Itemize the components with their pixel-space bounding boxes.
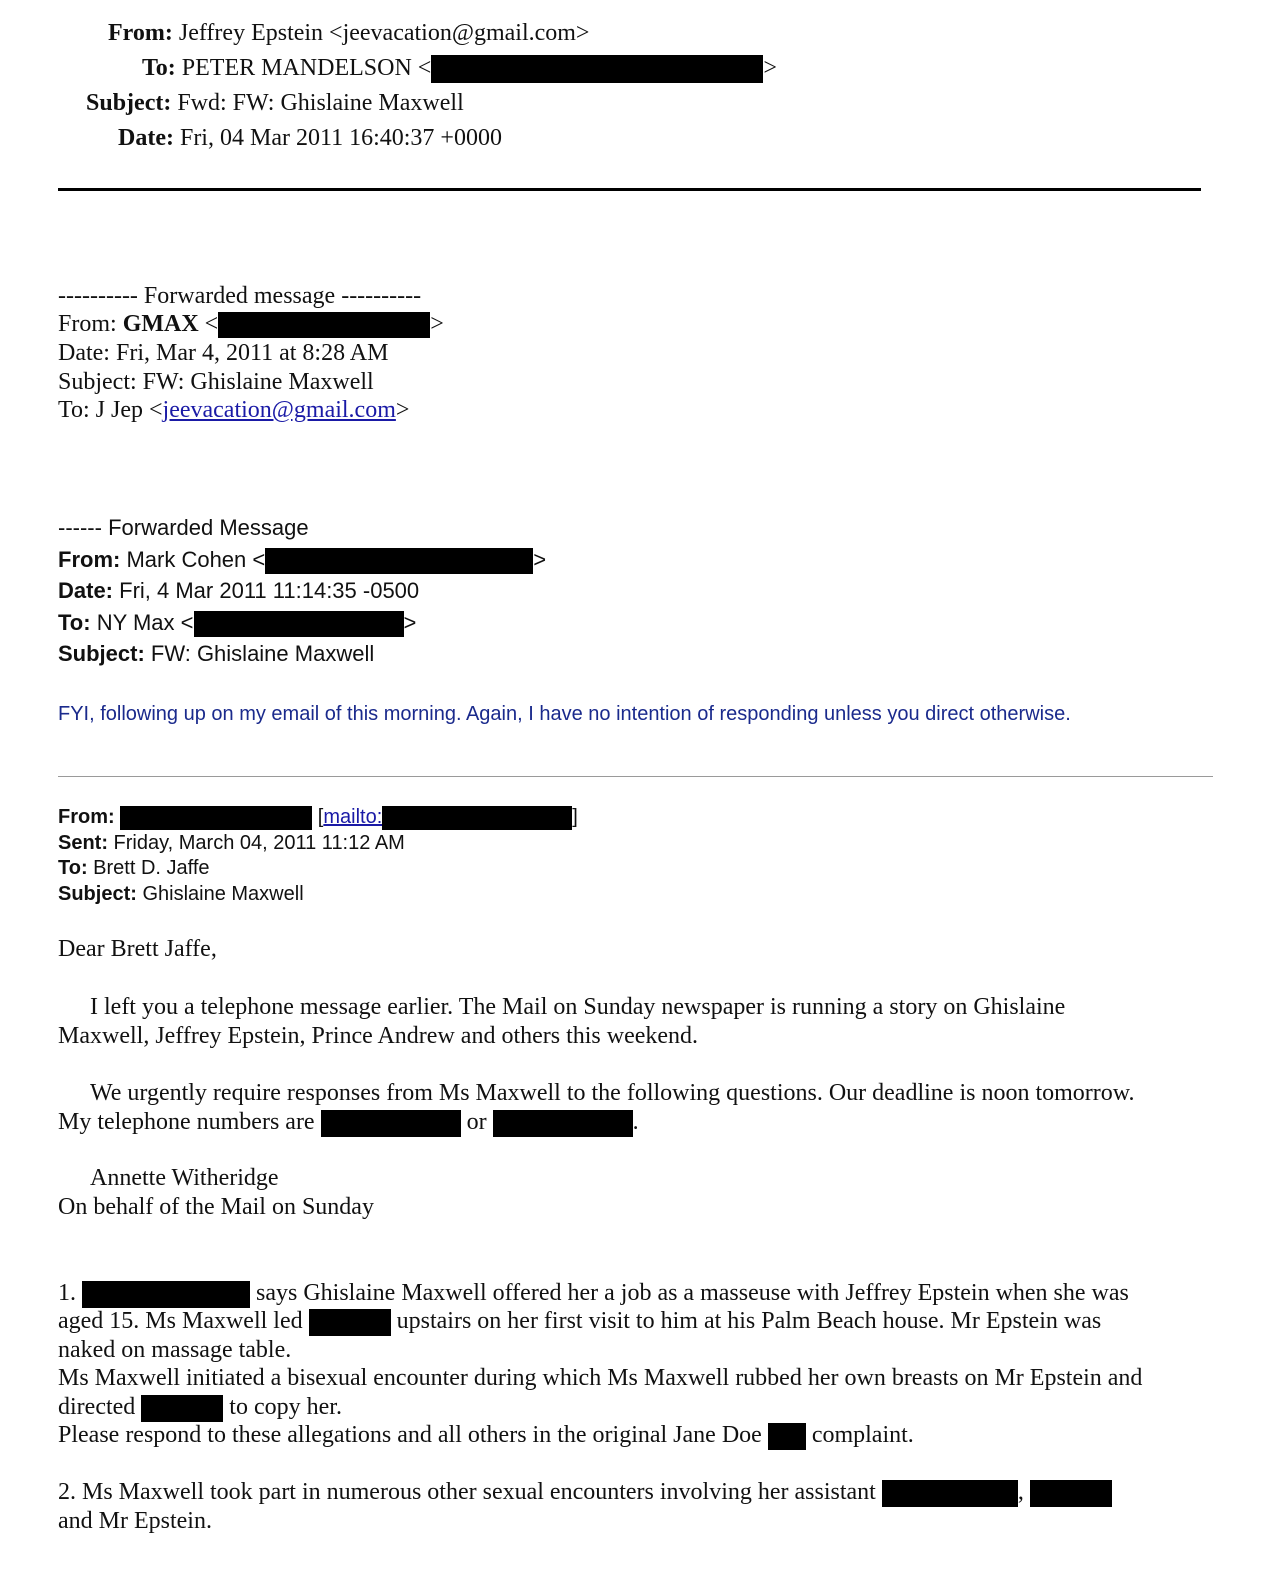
fwd2-from-label: From: bbox=[58, 547, 121, 572]
orig-subject-row bbox=[58, 882, 304, 908]
orig-mailto-close: ] bbox=[572, 806, 578, 828]
fwd1-from-open: < bbox=[198, 311, 219, 337]
orig-sent-value: Friday, March 04, 2011 11:12 AM bbox=[108, 832, 405, 854]
redaction-block bbox=[141, 1395, 223, 1422]
orig-sent-row bbox=[58, 831, 405, 857]
fwd2-banner: ------ Forwarded Message bbox=[58, 515, 309, 540]
fwd2-to-close: > bbox=[403, 610, 417, 635]
orig-to-label: To: bbox=[58, 857, 88, 879]
fwd1-from-prefix: From: bbox=[58, 311, 123, 337]
header-from-label: From: bbox=[108, 20, 173, 46]
question-1-line-3: naked on massage table. bbox=[58, 1337, 292, 1363]
fwd1-to-row bbox=[58, 396, 409, 425]
question-2-line-1 bbox=[58, 1478, 1112, 1507]
orig-from-row bbox=[58, 805, 578, 831]
redaction-block bbox=[309, 1309, 391, 1336]
phone-end-text: . bbox=[632, 1109, 639, 1135]
header-subject-value: Fwd: FW: Ghislaine Maxwell bbox=[177, 90, 464, 116]
fwd1-from-close: > bbox=[430, 311, 444, 337]
fwd2-subject-label: Subject: bbox=[58, 641, 145, 666]
question-1-text-e2: to copy her. bbox=[223, 1394, 342, 1420]
fwd1-from-name: GMAX bbox=[122, 311, 199, 337]
redaction-block bbox=[120, 806, 312, 830]
redaction-block bbox=[382, 806, 572, 830]
header-divider bbox=[58, 188, 1201, 191]
fwd1-from-row bbox=[58, 310, 444, 339]
header-from-value: Jeffrey Epstein <jeevacation@gmail.com> bbox=[178, 20, 590, 46]
letter-paragraph-1-line-1: I left you a telephone message earlier. The Mail on Sunday newspaper is running a story on Ghislaine bbox=[90, 994, 1066, 1020]
fwd2-subject-row bbox=[58, 638, 374, 670]
fwd2-from-close: > bbox=[533, 547, 547, 572]
fwd2-to-value: NY Max < bbox=[90, 610, 194, 635]
question-1-number: 1. bbox=[58, 1280, 76, 1306]
question-1-line-4: Ms Maxwell initiated a bisexual encounter during which Ms Maxwell rubbed her own breasts on Mr Epstein and bbox=[58, 1365, 1143, 1391]
redaction-block bbox=[82, 1281, 250, 1308]
question-1-text-b1: aged 15. Ms Maxwell led bbox=[58, 1308, 309, 1334]
question-1-line-1 bbox=[58, 1279, 1129, 1308]
fwd1-subject-line: Subject: FW: Ghislaine Maxwell bbox=[58, 369, 374, 395]
fwd1-to-close: > bbox=[395, 397, 410, 423]
header-date-value: Fri, 04 Mar 2011 16:40:37 +0000 bbox=[179, 125, 502, 151]
letter-salutation: Dear Brett Jaffe, bbox=[58, 936, 217, 962]
question-1-line-2 bbox=[58, 1307, 1101, 1336]
mailto-link[interactable]: mailto: bbox=[323, 806, 383, 828]
header-date-label: Date: bbox=[118, 125, 174, 151]
header-subject-row bbox=[86, 86, 464, 121]
fwd2-subject-value: FW: Ghislaine Maxwell bbox=[144, 641, 375, 666]
fwd2-to-row bbox=[58, 607, 416, 639]
header-to-label: To: bbox=[142, 55, 176, 81]
fwd1-banner: ---------- Forwarded message ---------- bbox=[58, 283, 422, 309]
header-to-close: > bbox=[763, 55, 777, 81]
phone-intro-text: My telephone numbers are bbox=[58, 1109, 321, 1135]
fwd1-to-prefix: To: J Jep < bbox=[58, 397, 163, 423]
orig-subject-value: Ghislaine Maxwell bbox=[136, 883, 304, 905]
question-1-line-5 bbox=[58, 1393, 342, 1422]
orig-to-row bbox=[58, 856, 210, 882]
fwd2-date-value: Fri, 4 Mar 2011 11:14:35 -0500 bbox=[113, 578, 420, 603]
letter-paragraph-2-line-1: We urgently require responses from Ms Maxwell to the following questions. Our deadline is noon tomorrow. bbox=[90, 1080, 1135, 1106]
fwd2-to-label: To: bbox=[58, 610, 91, 635]
header-date-row bbox=[118, 121, 502, 156]
header-from-row bbox=[108, 16, 589, 51]
question-2-line-2: and Mr Epstein. bbox=[58, 1508, 212, 1534]
redaction-block bbox=[218, 312, 430, 338]
header-subject-label: Subject: bbox=[86, 90, 172, 116]
email-link[interactable]: jeevacation@gmail.com bbox=[162, 397, 396, 423]
fwd2-fyi-note: FYI, following up on my email of this morning. Again, I have no intention of responding unless you direct otherwise. bbox=[58, 703, 1071, 725]
redaction-block bbox=[194, 611, 404, 637]
redaction-block bbox=[265, 548, 533, 574]
orig-mailto-open: [ bbox=[317, 806, 324, 828]
question-1-text-e1: directed bbox=[58, 1394, 142, 1420]
redaction-block bbox=[321, 1110, 461, 1137]
question-1-text-f2: complaint. bbox=[805, 1422, 914, 1448]
signature-name: Annette Witheridge bbox=[90, 1165, 279, 1191]
redaction-block bbox=[493, 1110, 633, 1137]
question-2-text-a1: 2. Ms Maxwell took part in numerous other sexual encounters involving her assistant bbox=[58, 1479, 882, 1505]
question-1-text-f1: Please respond to these allegations and all others in the original Jane Doe bbox=[58, 1422, 768, 1448]
letter-paragraph-2-line-2 bbox=[58, 1108, 639, 1137]
message-divider bbox=[58, 776, 1213, 777]
redaction-block bbox=[1030, 1480, 1112, 1507]
orig-subject-label: Subject: bbox=[58, 883, 137, 905]
question-1-text-a: says Ghislaine Maxwell offered her a job as a masseuse with Jeffrey Epstein when she was bbox=[250, 1280, 1129, 1306]
redaction-block bbox=[882, 1480, 1018, 1507]
orig-from-label: From: bbox=[58, 806, 115, 828]
question-1-text-b2: upstairs on her first visit to him at his Palm Beach house. Mr Epstein was bbox=[390, 1308, 1102, 1334]
fwd1-date-line: Date: Fri, Mar 4, 2011 at 8:28 AM bbox=[58, 340, 389, 366]
fwd2-from-value: Mark Cohen < bbox=[120, 547, 266, 572]
phone-or-text: or bbox=[460, 1109, 493, 1135]
fwd2-from-row bbox=[58, 544, 546, 576]
redaction-block bbox=[431, 55, 763, 83]
question-2-comma: , bbox=[1017, 1479, 1030, 1505]
header-to-row bbox=[142, 51, 777, 86]
redaction-block bbox=[768, 1423, 806, 1450]
fwd2-date-row bbox=[58, 575, 419, 607]
signature-org: On behalf of the Mail on Sunday bbox=[58, 1194, 374, 1220]
letter-paragraph-1-line-2: Maxwell, Jeffrey Epstein, Prince Andrew and others this weekend. bbox=[58, 1023, 699, 1049]
orig-sent-label: Sent: bbox=[58, 832, 108, 854]
header-to-value: PETER MANDELSON < bbox=[181, 55, 432, 81]
orig-to-value: Brett D. Jaffe bbox=[87, 857, 210, 879]
fwd2-date-label: Date: bbox=[58, 578, 114, 603]
question-1-line-6 bbox=[58, 1421, 914, 1450]
